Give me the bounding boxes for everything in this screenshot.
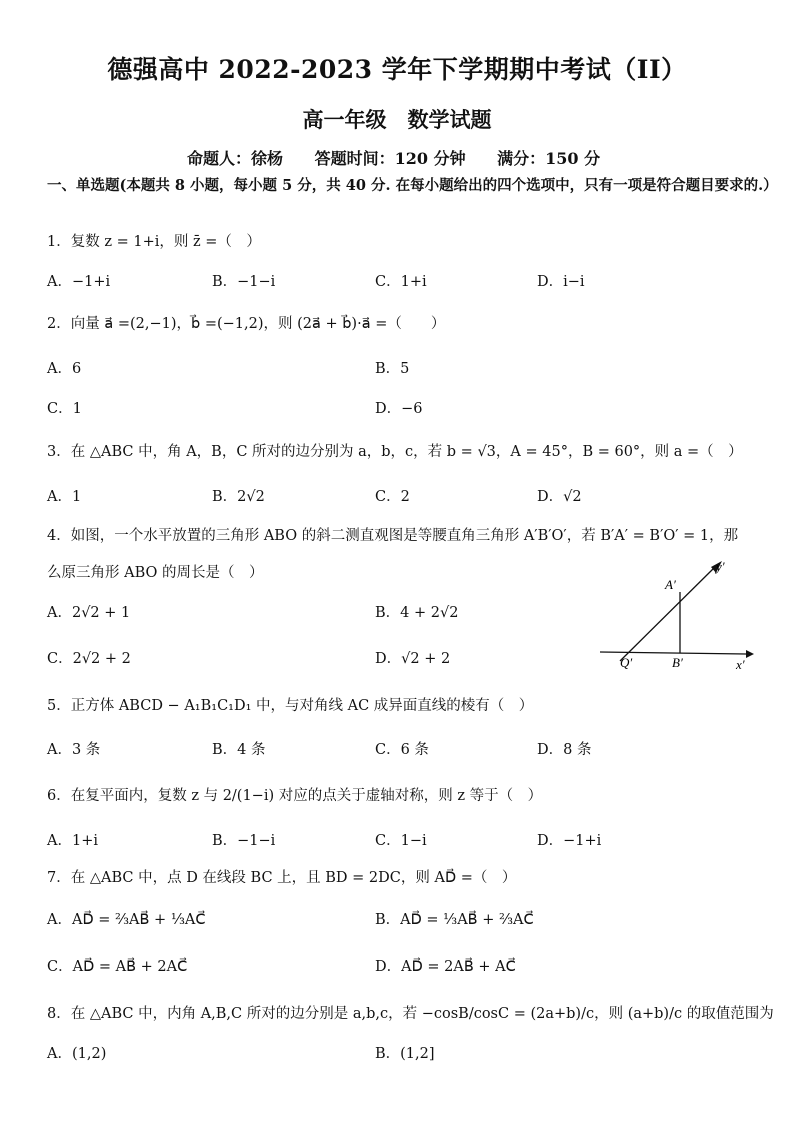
q6-option-b: B．−1−i: [212, 833, 276, 849]
q5-option-b: B．4 条: [212, 742, 266, 758]
q4-option-b: B．4 + 2√2: [375, 605, 459, 621]
q6-option-d: D．−1+i: [537, 833, 602, 849]
q3-option-d: D．√2: [537, 489, 582, 505]
total-score: 满分：150 分: [497, 149, 601, 168]
author: 命题人：徐杨: [187, 149, 284, 168]
question-7-stem: 7．在 △ABC 中，点 D 在线段 BC 上，且 BD = 2DC，则 AD⃗ =（ ）: [47, 870, 517, 886]
q2-option-a: A．6: [47, 361, 82, 377]
q1-option-d: D．i−i: [537, 274, 585, 290]
label-y-prime: y′: [716, 559, 725, 574]
question-4-stem-cont: 么原三角形 ABO 的周长是（ ）: [47, 565, 264, 581]
label-b-prime: B′: [672, 655, 683, 670]
q6-option-a: A．1+i: [47, 833, 98, 849]
question-8-stem: 8．在 △ABC 中，内角 A,B,C 所对的边分别是 a,b,c，若 −cosB/cosC = (2a+b)/c，则 (a+b)/c 的取值范围为: [47, 1006, 774, 1022]
q2-option-b: B．5: [375, 361, 410, 377]
label-o-prime: Q′: [620, 655, 633, 670]
label-x-prime: x′: [736, 657, 745, 672]
q5-option-a: A．3 条: [47, 742, 101, 758]
q5-option-c: C．6 条: [375, 742, 429, 758]
section-heading: 一、单选题(本题共 8 小题，每小题 5 分，共 40 分. 在每小题给出的四个选项中，只有一项是符合题目要求的.）: [47, 177, 778, 194]
q3-option-c: C．2: [375, 489, 410, 505]
question-2-stem: 2．向量 a⃗ =(2,−1)，b⃗ =(−1,2)，则 (2a⃗ + b⃗)·a⃗ =（ ）: [47, 316, 446, 332]
q4-option-d: D．√2 + 2: [375, 651, 451, 667]
time-limit: 答题时间：120 分钟: [314, 149, 466, 168]
q3-option-a: A．1: [47, 489, 82, 505]
q7-option-d: D．AD⃗ = 2AB⃗ + AC⃗: [375, 959, 516, 975]
question-5-stem: 5．正方体 ABCD − A₁B₁C₁D₁ 中，与对角线 AC 成异面直线的棱有（ ）: [47, 698, 534, 714]
q8-option-a: A．(1,2): [47, 1046, 107, 1062]
label-a-prime: A′: [665, 577, 676, 592]
q7-option-c: C．AD⃗ = AB⃗ + 2AC⃗: [47, 959, 188, 975]
q1-option-b: B．−1−i: [212, 274, 276, 290]
q5-option-d: D．8 条: [537, 742, 592, 758]
q8-option-b: B．(1,2]: [375, 1046, 435, 1062]
question-6-stem: 6．在复平面内，复数 z 与 2/(1−i) 对应的点关于虚轴对称，则 z 等于（ ）: [47, 788, 543, 804]
q4-option-a: A．2√2 + 1: [47, 605, 131, 621]
x-axis-arrow: [746, 650, 754, 658]
q2-option-d: D．−6: [375, 401, 423, 417]
q1-option-a: A．−1+i: [47, 274, 111, 290]
exam-subtitle: 高一年级 数学试题: [302, 107, 492, 132]
oblique-triangle-figure: [598, 555, 758, 680]
x-axis-line: [600, 652, 746, 654]
exam-meta: [187, 146, 626, 169]
question-3-stem: 3．在 △ABC 中，角 A，B，C 所对的边分别为 a，b，c，若 b = √3，A = 45°，B = 60°，则 a =（ ）: [47, 444, 743, 460]
q7-option-a: A．AD⃗ = ⅔AB⃗ + ⅓AC⃗: [47, 912, 206, 928]
q3-option-b: B．2√2: [212, 489, 265, 505]
question-4-stem: 4．如图，一个水平放置的三角形 ABO 的斜二测直观图是等腰直角三角形 A′B′O′，若 B′A′ = B′O′ = 1，那: [47, 528, 739, 544]
question-1-stem: 1．复数 z = 1+i，则 z̄ =（ ）: [47, 234, 261, 250]
q2-option-c: C．1: [47, 401, 82, 417]
q7-option-b: B．AD⃗ = ⅓AB⃗ + ⅔AC⃗: [375, 912, 534, 928]
q1-option-c: C．1+i: [375, 274, 427, 290]
exam-title: 德强高中 2022-2023 学年下学期期中考试（II）: [107, 55, 687, 84]
q4-option-c: C．2√2 + 2: [47, 651, 131, 667]
q6-option-c: C．1−i: [375, 833, 427, 849]
